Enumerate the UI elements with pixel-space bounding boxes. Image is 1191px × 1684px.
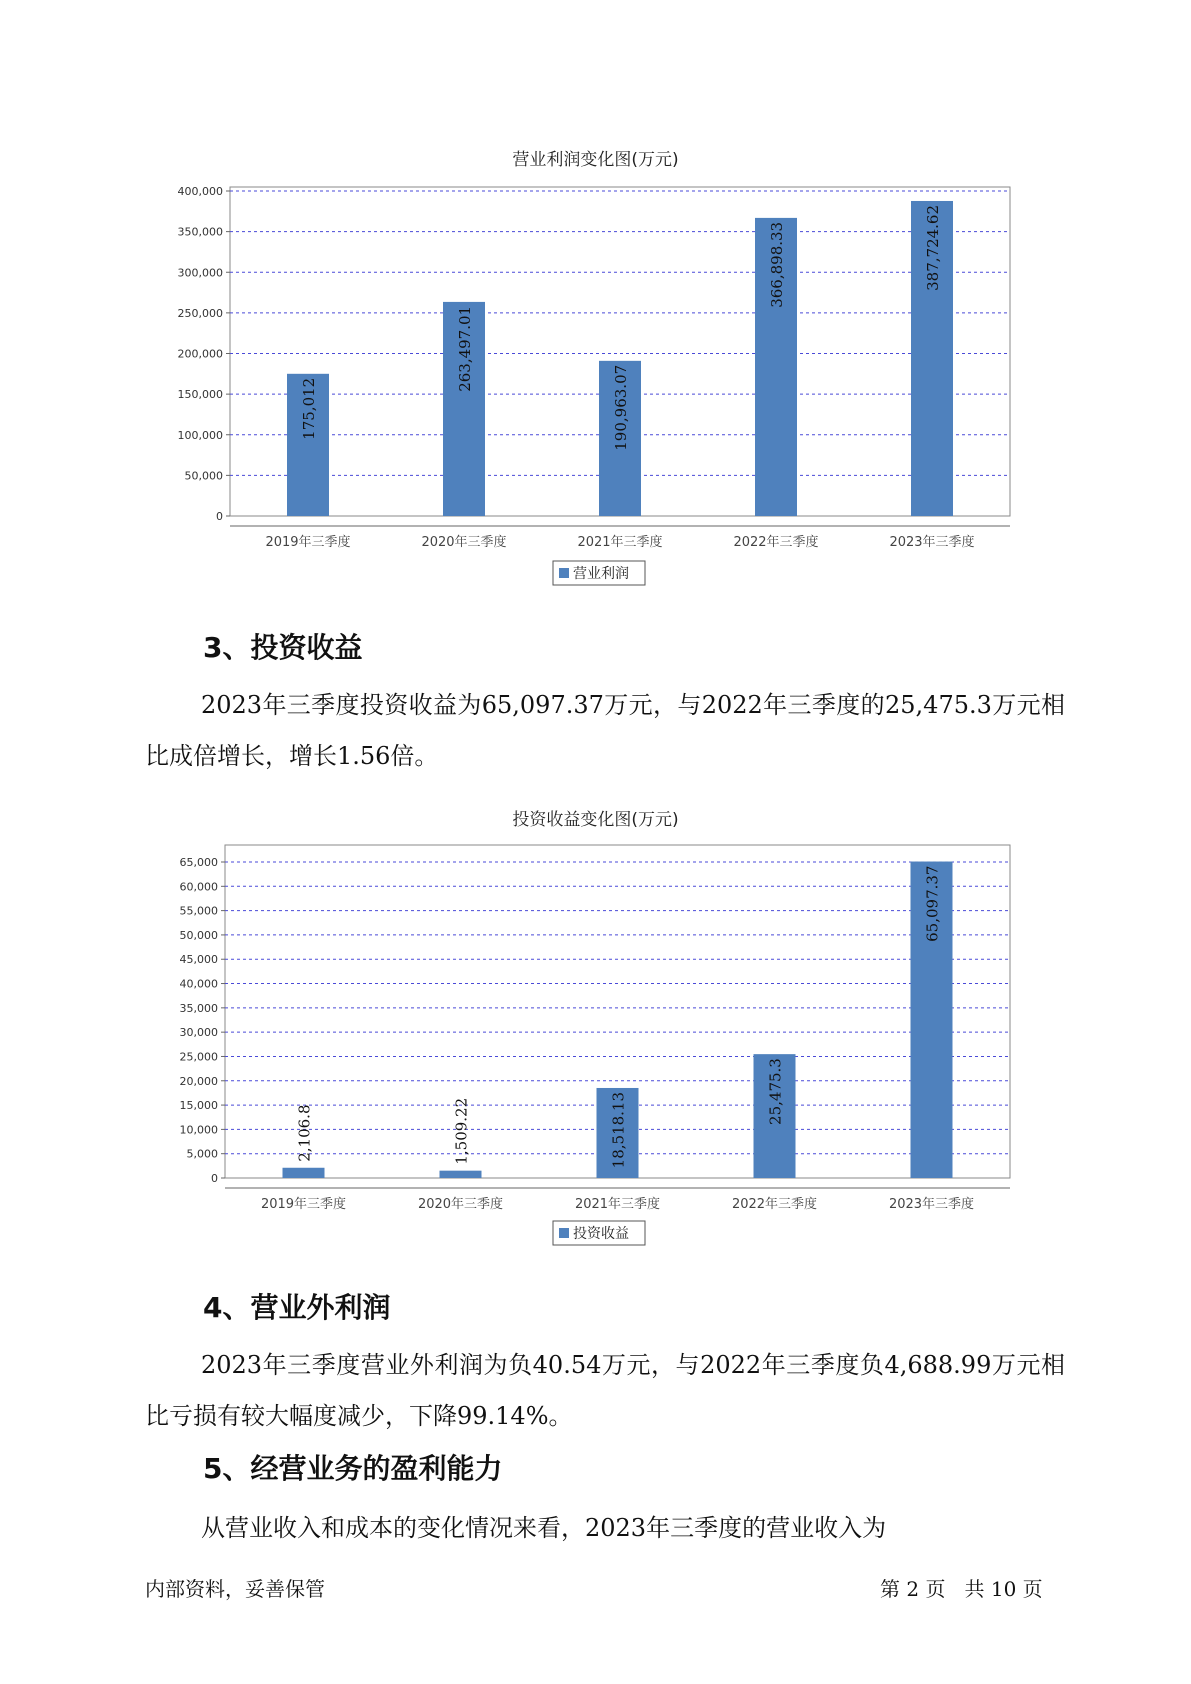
x-tick-label: 2020年三季度 xyxy=(421,535,507,550)
x-tick-label: 2023年三季度 xyxy=(888,1197,975,1212)
x-tick-label: 2021年三季度 xyxy=(577,535,663,550)
y-tick-label: 50,000 xyxy=(179,928,218,942)
y-tick-label: 45,000 xyxy=(179,953,218,967)
data-label: 175,012 xyxy=(300,377,318,440)
y-tick-label: 0 xyxy=(216,510,223,523)
legend-swatch xyxy=(559,1228,569,1238)
section4-heading: 4、营业外利润 xyxy=(203,1291,391,1324)
data-label: 190,963.07 xyxy=(612,364,630,451)
data-label: 25,475.3 xyxy=(766,1058,785,1125)
y-tick-label: 55,000 xyxy=(179,904,218,918)
y-tick-label: 5,000 xyxy=(186,1147,218,1161)
y-tick-label: 25,000 xyxy=(179,1050,218,1064)
section5-text: 从营业收入和成本的变化情况来看，2023年三季度的营业收入为 xyxy=(201,1514,887,1542)
data-label: 387,724.62 xyxy=(924,204,942,291)
data-label: 2,106.8 xyxy=(295,1104,314,1162)
footer-page-number: 第 2 页 共 10 页 xyxy=(880,1577,1043,1601)
x-tick-label: 2020年三季度 xyxy=(417,1197,504,1212)
chart2-title: 投资收益变化图(万元) xyxy=(512,810,679,830)
section5-heading: 5、经营业务的盈利能力 xyxy=(203,1452,503,1485)
data-label: 65,097.37 xyxy=(923,865,942,942)
x-tick-label: 2021年三季度 xyxy=(574,1197,661,1212)
data-label: 366,898.33 xyxy=(768,221,786,308)
data-label: 1,509.22 xyxy=(452,1097,471,1165)
y-tick-label: 35,000 xyxy=(179,1001,218,1015)
y-tick-label: 150,000 xyxy=(177,388,223,402)
y-tick-label: 300,000 xyxy=(177,266,223,280)
y-tick-label: 250,000 xyxy=(177,306,223,320)
section4-text: 2023年三季度营业外利润为负40.54万元，与2022年三季度负4,688.99万元相比亏损有较大幅度减少，下降99.14%。 xyxy=(145,1351,1065,1430)
y-tick-label: 0 xyxy=(211,1172,218,1185)
y-tick-label: 30,000 xyxy=(179,1026,218,1040)
y-tick-label: 400,000 xyxy=(177,185,223,198)
section3-text: 2023年三季度投资收益为65,097.37万元，与2022年三季度的25,475.3万元相比成倍增长，增长1.56倍。 xyxy=(145,691,1065,770)
y-tick-label: 60,000 xyxy=(179,880,218,894)
y-tick-label: 100,000 xyxy=(177,428,223,442)
section3-heading: 3、投资收益 xyxy=(203,631,363,664)
x-tick-label: 2019年三季度 xyxy=(260,1197,347,1212)
y-tick-label: 15,000 xyxy=(179,1099,218,1113)
legend-label: 投资收益 xyxy=(573,1226,629,1242)
legend-label: 营业利润 xyxy=(573,566,629,582)
footer-confidential-note: 内部资料，妥善保管 xyxy=(145,1577,325,1601)
data-label: 263,497.01 xyxy=(456,305,474,392)
y-tick-label: 65,000 xyxy=(179,856,218,869)
y-tick-label: 20,000 xyxy=(179,1074,218,1088)
y-tick-label: 40,000 xyxy=(179,977,218,991)
bar xyxy=(283,1168,325,1178)
section5-paragraph xyxy=(145,1503,1065,1554)
x-tick-label: 2023年三季度 xyxy=(889,535,975,550)
x-tick-label: 2019年三季度 xyxy=(265,535,351,550)
chart1-title: 营业利润变化图(万元) xyxy=(512,150,679,170)
section4-paragraph xyxy=(145,1340,1065,1442)
y-tick-label: 50,000 xyxy=(184,469,223,483)
x-tick-label: 2022年三季度 xyxy=(733,535,819,550)
x-tick-label: 2022年三季度 xyxy=(731,1197,818,1212)
data-label: 18,518.13 xyxy=(609,1091,628,1169)
y-tick-label: 200,000 xyxy=(177,347,223,361)
y-tick-label: 10,000 xyxy=(179,1123,218,1137)
y-tick-label: 350,000 xyxy=(177,225,223,239)
bar xyxy=(440,1171,482,1178)
